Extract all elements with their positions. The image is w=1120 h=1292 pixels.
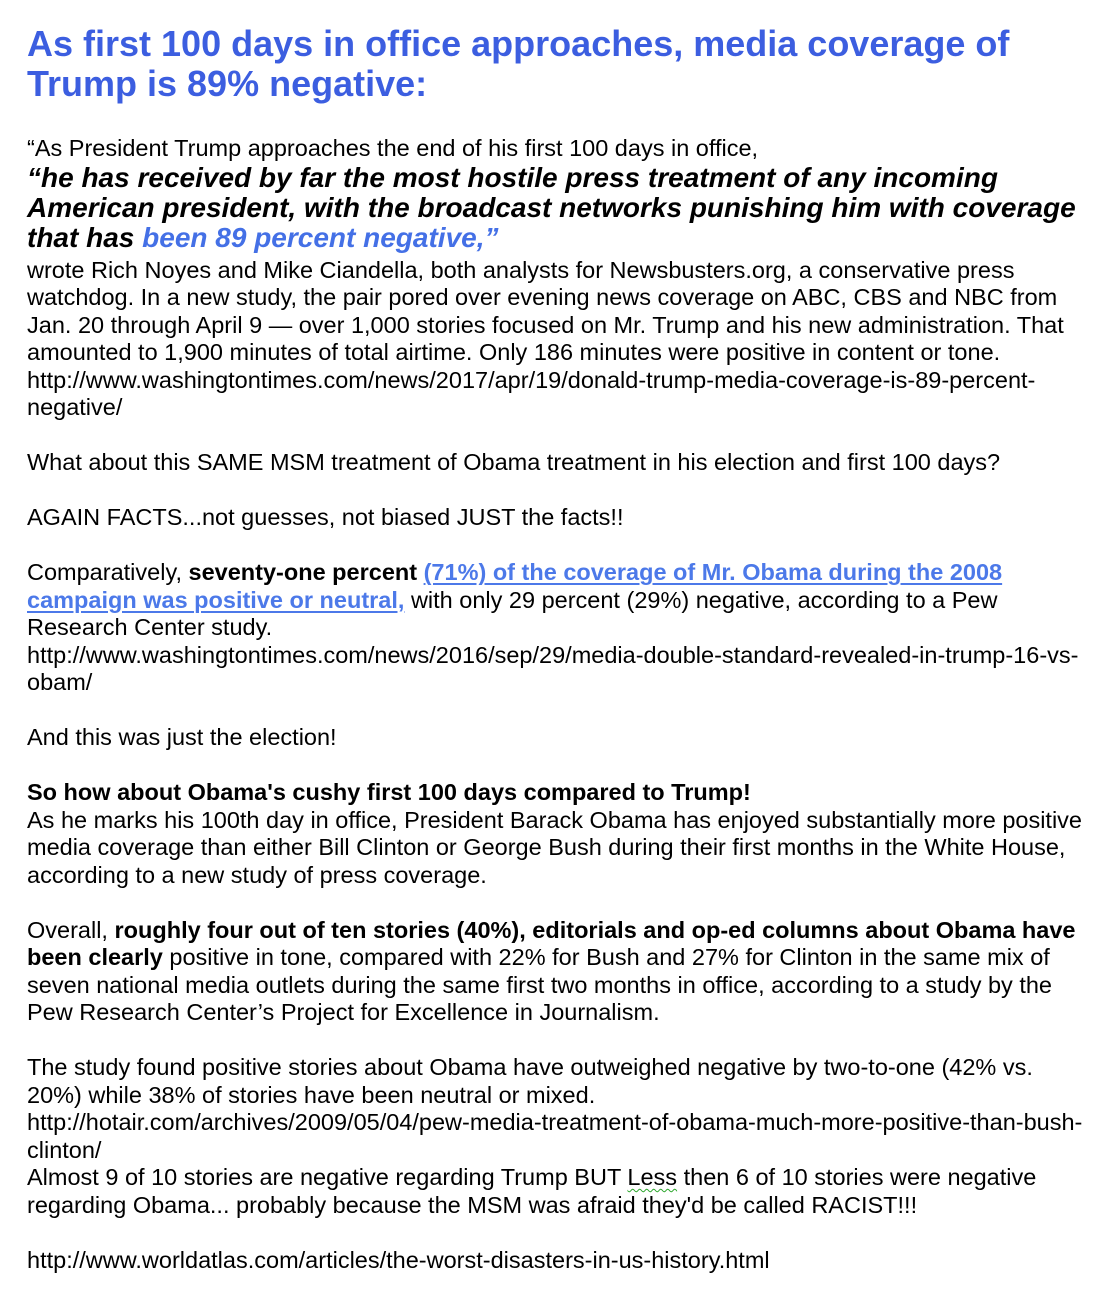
- url-text-worldatlas: http://www.worldatlas.com/articles/the-worst-disasters-in-us-history.html: [27, 1246, 770, 1273]
- url-text-hotair: http://hotair.com/archives/2009/05/04/pew-media-treatment-of-obama-much-more-positive-than-bush-clinton/: [27, 1109, 1083, 1163]
- paragraph-noyes-study: [27, 257, 1093, 422]
- overall-lead: Overall,: [27, 916, 115, 943]
- url-text-washingtontimes-2016: http://www.washingtontimes.com/news/2016/sep/29/media-double-standard-revealed-in-trump-16-vs-obam/: [27, 641, 1079, 695]
- paragraph-just-the-election: And this was just the election!: [27, 724, 337, 750]
- study-findings-text: The study found positive stories about Obama have outweighed negative by two-to-one (42% vs. 20%) while 38% of stories have been neutral or mixed.: [27, 1054, 1033, 1108]
- paragraph-msm-question: What about this SAME MSM treatment of Obama treatment in his election and first 100 days?: [27, 449, 1001, 475]
- noyes-study-text: wrote Rich Noyes and Mike Ciandella, both analysts for Newsbusters.org, a conservative press watchdog. In a new study, the pair pored over evening news coverage on ABC, CBS and NBC from Jan. 20 through April 9 — over 1,000 stories focused on Mr. Trump and his new administration. That amounted to 1,900 minutes of total airtime. Only 186 minutes were positive in content or tone.: [27, 256, 1064, 365]
- pull-quote: [27, 163, 1093, 253]
- document-body: [27, 0, 1093, 1274]
- paragraph-comparative: [27, 559, 1093, 697]
- overall-bold-stats: roughly four out of ten stories (40%), editorials and op-ed columns about Obama have been clearly: [27, 916, 1076, 970]
- overall-rest: positive in tone, compared with 22% for Bush and 27% for Clinton in the same mix of seven national media outlets during the same first two months in office, according to a study by the Pew Research Center’s Project for Excellence in Journalism.: [27, 944, 1052, 1025]
- seventy-one-percent-bold: seventy-one percent: [188, 559, 424, 585]
- comparative-lead: Comparatively,: [27, 559, 189, 585]
- paragraph-again-facts: AGAIN FACTS...not guesses, not biased JUST the facts!!: [27, 504, 624, 530]
- cushy-body-text: As he marks his 100th day in office, President Barack Obama has enjoyed substantially more positive media coverage than either Bill Clinton or George Bush during their first months in the White House, according to a new study of press coverage.: [27, 806, 1082, 888]
- paragraph-cushy-100-days: [27, 779, 1093, 889]
- pull-quote-text: “he has received by far the most hostile press treatment of any incoming American president, with the broadcast networks punishing him with coverage that has: [27, 161, 1076, 253]
- spellcheck-flagged-word: Less: [627, 1164, 678, 1190]
- url-text-washingtontimes-2017: http://www.washingtontimes.com/news/2017/apr/19/donald-trump-media-coverage-is-89-percent-negative/: [27, 366, 1036, 420]
- cushy-heading-bold: So how about Obama's cushy first 100 days compared to Trump!: [27, 779, 751, 805]
- paragraph-overall-stats: [27, 917, 1093, 1027]
- obama-2008-coverage-link[interactable]: (71%) of the coverage of Mr. Obama during the 2008 campaign was positive or neutral,: [27, 559, 1003, 613]
- almost-stories-pre: Almost 9 of 10 stories are negative regarding Trump BUT: [27, 1164, 628, 1190]
- article-title: As first 100 days in office approaches, media coverage of Trump is 89% negative:: [27, 23, 1010, 104]
- negative-coverage-quote-link[interactable]: been 89 percent negative,”: [142, 221, 499, 253]
- comparative-rest: with only 29 percent (29%) negative, according to a Pew Research Center study.: [27, 586, 998, 640]
- paragraph-intro-quote-line: “As President Trump approaches the end of his first 100 days in office,: [27, 135, 759, 161]
- paragraph-study-findings: [27, 1054, 1093, 1219]
- almost-stories-post: then 6 of 10 stories were negative regarding Obama... probably because the MSM was afraid they'd be called RACIST!!!: [27, 1164, 1037, 1218]
